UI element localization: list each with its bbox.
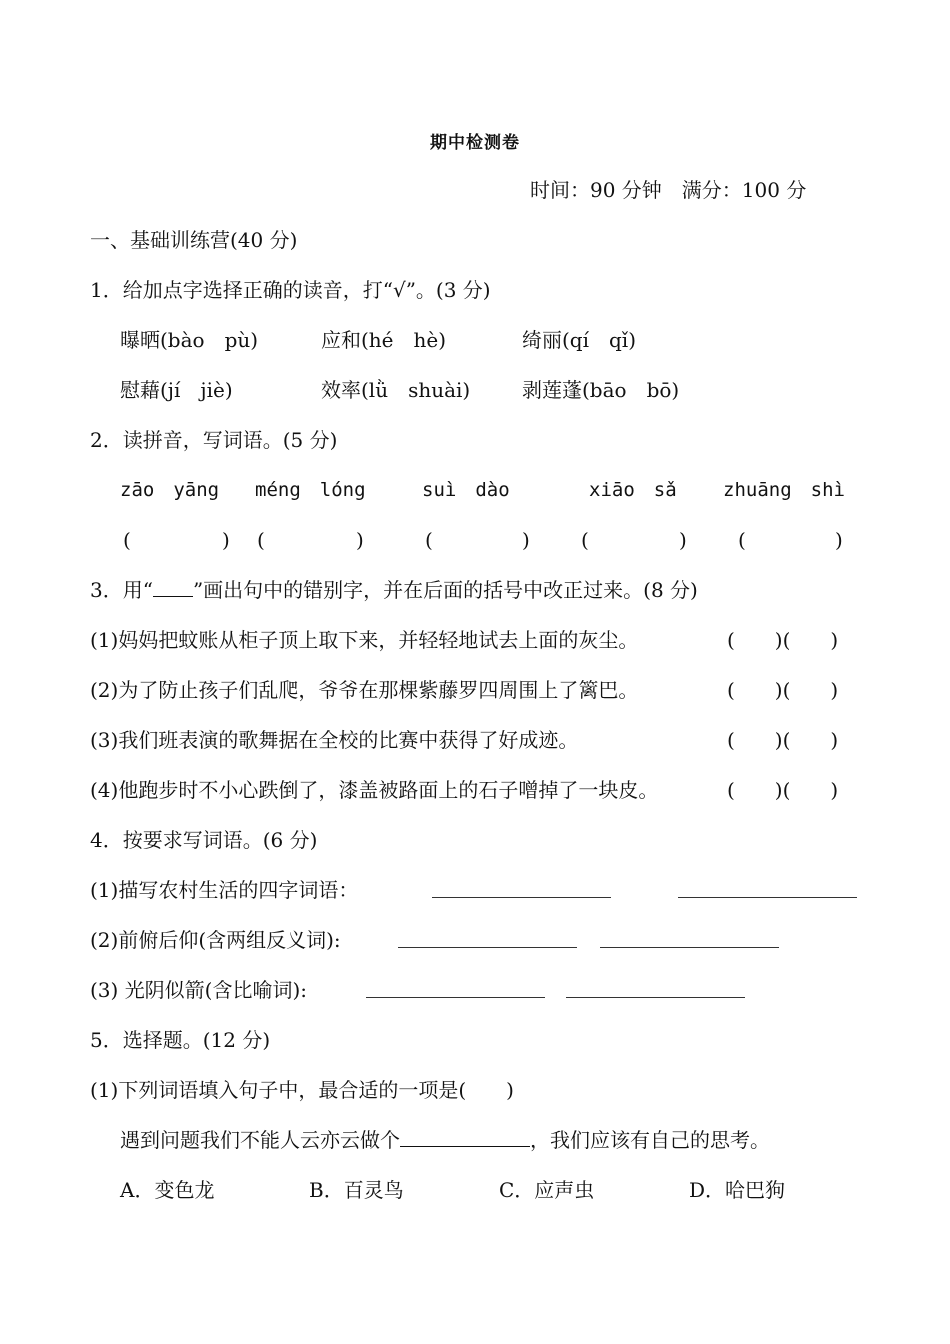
answer-paren-close: ) — [679, 528, 687, 552]
pinyin-item: zāo yāng — [120, 479, 220, 501]
q1-item: 慰藉(jí jiè) — [120, 378, 233, 402]
q3-item: (3)我们班表演的歌舞据在全校的比赛中获得了好成迹。 — [90, 728, 579, 752]
answer-line[interactable] — [432, 897, 611, 898]
answer-brackets: ( )( ) — [727, 628, 839, 652]
q5-sentence: 遇到问题我们不能人云亦云做个 ，我们应该有自己的思考。 — [120, 1128, 770, 1152]
q1-item: 曝晒(bào pù) — [120, 328, 259, 352]
q4-item: (1)描写农村生活的四字词语： — [90, 878, 359, 902]
q4-item: (3) 光阴似箭(含比喻词): — [90, 978, 308, 1002]
answer-paren-open: ( — [123, 528, 131, 552]
answer-line[interactable] — [566, 997, 745, 998]
answer-line[interactable] — [600, 947, 779, 948]
answer-paren-open: ( — [425, 528, 433, 552]
q1-item: 效率(lǜ shuài) — [321, 378, 471, 402]
q4-prompt: 4．按要求写词语。(6 分) — [90, 828, 318, 852]
pinyin-item: xiāo sǎ — [589, 479, 677, 501]
q1-item: 剥莲蓬(bāo bō) — [522, 378, 680, 402]
section-heading: 一、基础训练营(40 分) — [90, 228, 298, 252]
q1-item: 绮丽(qí qǐ) — [522, 328, 637, 352]
option-b[interactable]: B．百灵鸟 — [309, 1178, 404, 1202]
q1-item: 应和(hé hè) — [321, 328, 447, 352]
pinyin-item: méng lóng — [255, 479, 366, 501]
page-title: 期中检测卷 — [430, 133, 520, 153]
answer-brackets: ( )( ) — [727, 778, 839, 802]
q3-item: (4)他跑步时不小心跌倒了，漆盖被路面上的石子噌掉了一块皮。 — [90, 778, 659, 802]
answer-brackets: ( )( ) — [727, 728, 839, 752]
answer-paren-close: ) — [522, 528, 530, 552]
answer-paren-close: ) — [356, 528, 364, 552]
answer-brackets: ( )( ) — [727, 678, 839, 702]
underline-sample — [153, 576, 193, 597]
answer-line[interactable] — [398, 947, 577, 948]
answer-line[interactable] — [366, 997, 545, 998]
q5-sub-question: (1)下列词语填入句子中，最合适的一项是( ) — [90, 1078, 514, 1102]
q4-item: (2)前俯后仰(含两组反义词): — [90, 928, 341, 952]
option-a[interactable]: A．变色龙 — [120, 1178, 215, 1202]
answer-paren-close: ) — [222, 528, 230, 552]
option-c[interactable]: C．应声虫 — [499, 1178, 595, 1202]
pinyin-item: zhuāng shì — [723, 479, 845, 501]
q3-prompt: 3．用“ ”画出句中的错别字，并在后面的括号中改正过来。(8 分) — [90, 578, 698, 602]
q1-prompt: 1．给加点字选择正确的读音，打“√”。(3 分) — [90, 278, 491, 302]
q5-prompt: 5．选择题。(12 分) — [90, 1028, 271, 1052]
answer-paren-open: ( — [257, 528, 265, 552]
exam-meta: 时间：90 分钟 满分：100 分 — [530, 178, 807, 202]
answer-paren-open: ( — [581, 528, 589, 552]
q3-item: (1)妈妈把蚊账从柜子顶上取下来，并轻轻地试去上面的灰尘。 — [90, 628, 639, 652]
fill-blank[interactable] — [400, 1126, 530, 1147]
option-d[interactable]: D．哈巴狗 — [689, 1178, 786, 1202]
q2-prompt: 2．读拼音，写词语。(5 分) — [90, 428, 338, 452]
answer-line[interactable] — [678, 897, 857, 898]
answer-paren-close: ) — [835, 528, 843, 552]
pinyin-item: suì dào — [422, 479, 510, 501]
answer-paren-open: ( — [738, 528, 746, 552]
q3-item: (2)为了防止孩子们乱爬，爷爷在那棵紫藤罗四周围上了篱巴。 — [90, 678, 639, 702]
